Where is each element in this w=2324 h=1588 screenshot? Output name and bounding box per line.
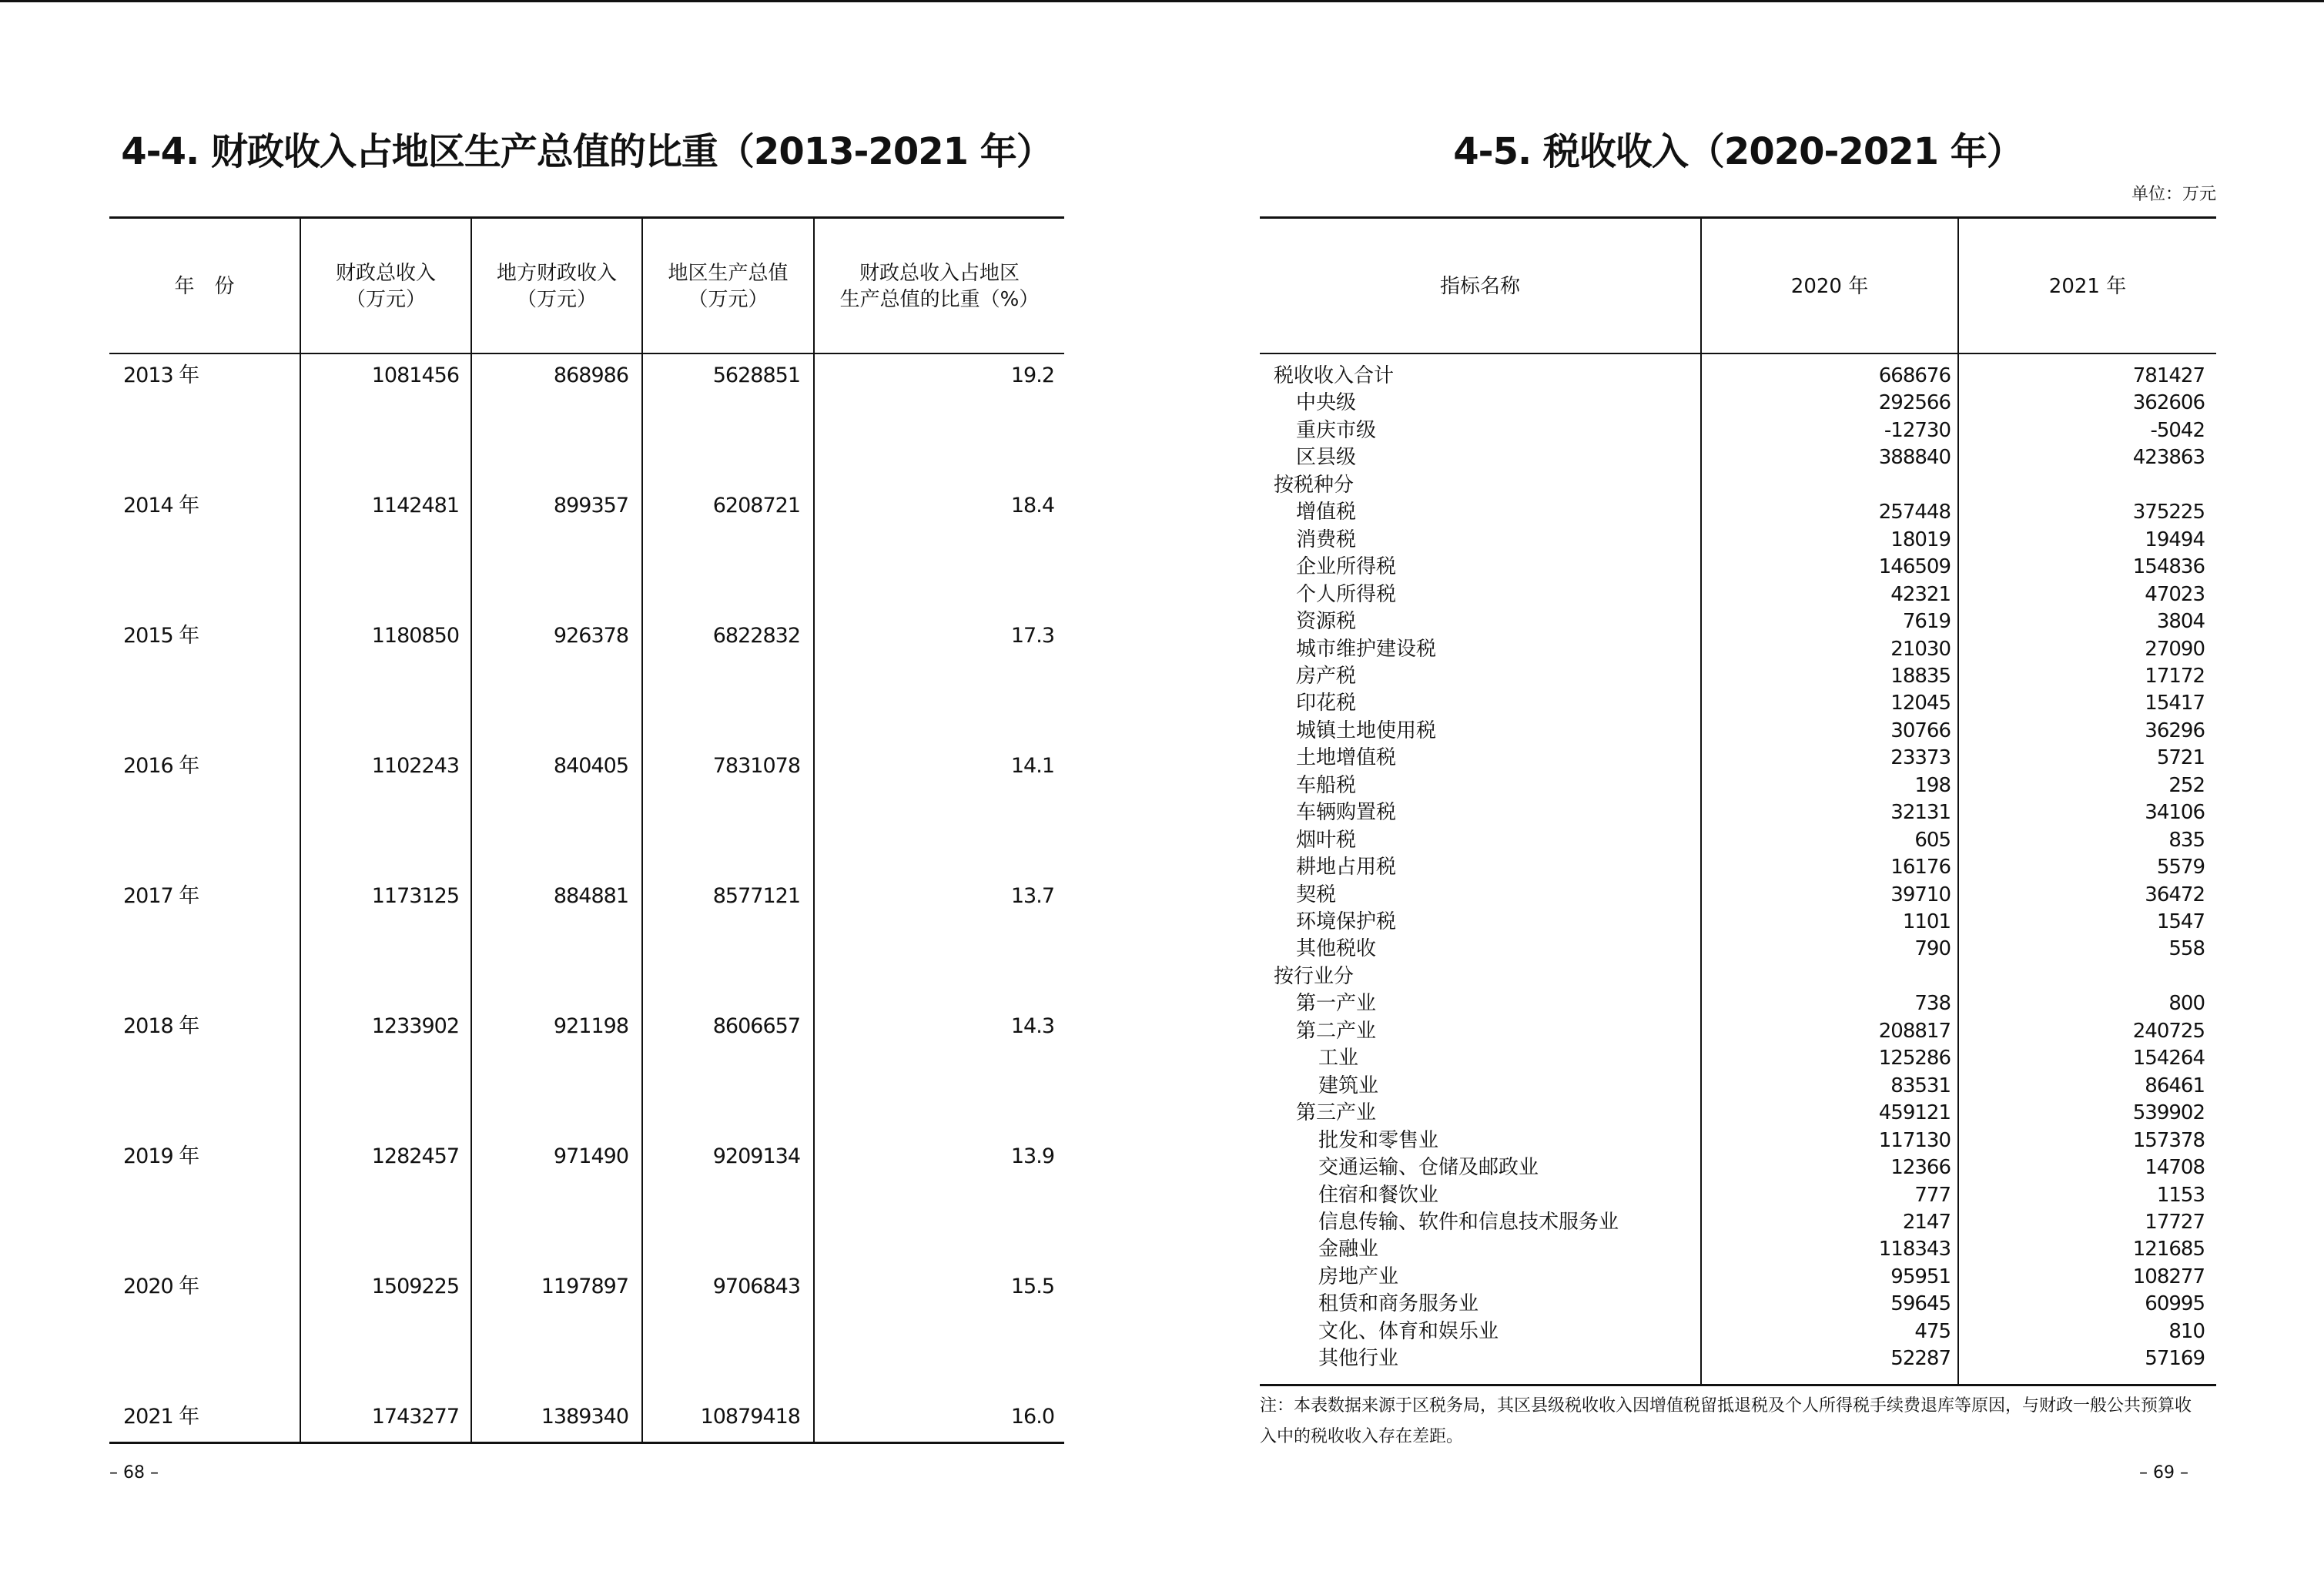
- header-gdp: 地区生产总值 （万元）: [668, 262, 789, 311]
- value-2021-cell: 34106: [2145, 801, 2205, 825]
- indicator-name-cell: 第一产业: [1296, 992, 1377, 1016]
- ratio-cell: 14.3: [1010, 1014, 1054, 1038]
- value-2020-cell: 459121: [1878, 1101, 1951, 1125]
- indicator-name-cell: 土地增值税: [1296, 746, 1397, 770]
- value-2021-cell: 5579: [2156, 856, 2205, 879]
- table-row: [1260, 909, 2216, 936]
- value-2020-cell: 208817: [1878, 1019, 1951, 1043]
- year-cell: 2013 年: [123, 363, 199, 387]
- value-2020-cell: 388840: [1878, 446, 1951, 470]
- gdp-cell: 9706843: [712, 1275, 800, 1298]
- table-row: [1260, 390, 2216, 417]
- value-2021-cell: 810: [2168, 1319, 2205, 1343]
- table-row: [109, 360, 1064, 391]
- value-2021-cell: 362606: [2132, 391, 2205, 415]
- value-2020-cell: 39710: [1890, 883, 1951, 906]
- indicator-name-cell: 其他税收: [1296, 937, 1377, 961]
- header-2020: 2020 年: [1790, 275, 1869, 298]
- table-row: [109, 881, 1064, 912]
- indicator-name-cell: 企业所得税: [1296, 555, 1397, 579]
- value-2021-cell: 57169: [2145, 1347, 2205, 1371]
- table-bottom-rule: [1260, 1384, 2216, 1386]
- indicator-name-cell: 其他行业: [1318, 1347, 1399, 1371]
- right-page-number: – 69 –: [2139, 1463, 2188, 1482]
- value-2020-cell: 32131: [1890, 801, 1951, 825]
- value-2020-cell: 21030: [1890, 637, 1951, 661]
- footnote-line: 入中的税收收入存在差距。: [1260, 1427, 1464, 1446]
- gdp-cell: 6208721: [712, 494, 800, 518]
- table-row: [109, 621, 1064, 652]
- indicator-name-cell: 重庆市级: [1296, 418, 1377, 442]
- table-row: [1260, 1154, 2216, 1182]
- fiscal-total-cell: 1102243: [371, 754, 459, 778]
- indicator-name-cell: 区县级: [1296, 446, 1357, 470]
- value-2021-cell: 47023: [2145, 582, 2205, 606]
- ratio-cell: 13.7: [1010, 884, 1054, 908]
- table-row: [109, 1271, 1064, 1302]
- value-2020-cell: 125286: [1878, 1047, 1951, 1070]
- indicator-name-cell: 房产税: [1296, 664, 1357, 688]
- ratio-cell: 18.4: [1010, 494, 1054, 518]
- indicator-name-cell: 资源税: [1296, 610, 1357, 634]
- gdp-cell: 7831078: [712, 754, 800, 778]
- value-2021-cell: 154264: [2132, 1047, 2205, 1070]
- indicator-name-cell: 环境保护税: [1296, 910, 1397, 933]
- local-revenue-cell: 926378: [553, 624, 628, 648]
- year-cell: 2018 年: [123, 1014, 199, 1038]
- ratio-cell: 16.0: [1010, 1405, 1054, 1429]
- table-top-rule: [1260, 216, 2216, 219]
- gdp-cell: 10879418: [700, 1405, 800, 1429]
- local-revenue-cell: 884881: [553, 884, 628, 908]
- footnote-line: 注：本表数据来源于区税务局，其区县级税收收入因增值税留抵退税及个人所得税手续费退库等原因，与财政一般公共预算收: [1260, 1396, 2192, 1415]
- value-2021-cell: 835: [2168, 828, 2205, 852]
- indicator-name-cell: 消费税: [1296, 528, 1357, 551]
- table-row: [1260, 1182, 2216, 1210]
- header-indicator-name: 指标名称: [1439, 275, 1520, 298]
- table-bottom-rule: [109, 1442, 1064, 1444]
- column-divider: [470, 218, 472, 1442]
- gdp-cell: 8606657: [712, 1014, 800, 1038]
- fiscal-total-cell: 1282457: [371, 1144, 459, 1168]
- indicator-name-cell: 车辆购置税: [1296, 801, 1397, 825]
- indicator-name-cell: 按税种分: [1274, 473, 1355, 497]
- gdp-cell: 6822832: [712, 624, 800, 648]
- value-2020-cell: 605: [1914, 828, 1951, 852]
- table-top-rule: [109, 216, 1064, 219]
- fiscal-total-cell: 1509225: [371, 1275, 459, 1298]
- indicator-name-cell: 印花税: [1296, 692, 1357, 715]
- value-2020-cell: 95951: [1890, 1265, 1951, 1288]
- table-row: [1260, 472, 2216, 500]
- value-2020-cell: 292566: [1878, 391, 1951, 415]
- table-row: [1260, 1264, 2216, 1292]
- value-2020-cell: -12730: [1884, 418, 1951, 442]
- value-2021-cell: 781427: [2132, 364, 2205, 387]
- value-2020-cell: 12366: [1890, 1156, 1951, 1180]
- value-2020-cell: 198: [1914, 773, 1951, 797]
- left-page: [109, 0, 1064, 1588]
- table-row: [1260, 1100, 2216, 1127]
- year-cell: 2020 年: [123, 1275, 199, 1298]
- value-2020-cell: 12045: [1890, 692, 1951, 715]
- header-bottom-rule: [1260, 353, 2216, 354]
- indicator-name-cell: 建筑业: [1318, 1074, 1379, 1097]
- table-row: [1260, 581, 2216, 609]
- value-2021-cell: 86461: [2145, 1074, 2205, 1097]
- value-2020-cell: 16176: [1890, 856, 1951, 879]
- indicator-name-cell: 城镇土地使用税: [1296, 719, 1437, 742]
- indicator-name-cell: 按行业分: [1274, 964, 1355, 988]
- indicator-name-cell: 工业: [1318, 1047, 1359, 1070]
- local-revenue-cell: 1389340: [541, 1405, 628, 1429]
- value-2020-cell: 668676: [1878, 364, 1951, 387]
- table-row: [1260, 444, 2216, 472]
- ratio-cell: 19.2: [1010, 363, 1054, 387]
- value-2021-cell: 800: [2168, 992, 2205, 1016]
- year-cell: 2021 年: [123, 1405, 199, 1429]
- table-row: [1260, 1045, 2216, 1073]
- year-cell: 2015 年: [123, 624, 199, 648]
- indicator-name-cell: 税收收入合计: [1274, 364, 1395, 387]
- value-2020-cell: 42321: [1890, 582, 1951, 606]
- indicator-name-cell: 个人所得税: [1296, 582, 1397, 606]
- indicator-name-cell: 增值税: [1296, 501, 1357, 524]
- header-revenue-gdp-ratio: 财政总收入占地区 生产总值的比重（%）: [839, 262, 1040, 311]
- value-2021-cell: 558: [2168, 937, 2205, 961]
- local-revenue-cell: 840405: [553, 754, 628, 778]
- table-row: [1260, 527, 2216, 554]
- value-2020-cell: 117130: [1878, 1128, 1951, 1152]
- fiscal-total-cell: 1173125: [371, 884, 459, 908]
- table-row: [109, 751, 1064, 782]
- local-revenue-cell: 1197897: [541, 1275, 628, 1298]
- value-2021-cell: 108277: [2132, 1265, 2205, 1288]
- value-2021-cell: 36296: [2145, 719, 2205, 742]
- gdp-cell: 9209134: [712, 1144, 800, 1168]
- indicator-name-cell: 车船税: [1296, 773, 1357, 797]
- year-cell: 2014 年: [123, 494, 199, 518]
- table-row: [1260, 1345, 2216, 1373]
- table-row: [1260, 1073, 2216, 1101]
- value-2020-cell: 777: [1914, 1183, 1951, 1207]
- value-2020-cell: 7619: [1902, 610, 1951, 634]
- table-row: [1260, 417, 2216, 445]
- value-2020-cell: 475: [1914, 1319, 1951, 1343]
- table-row: [1260, 718, 2216, 745]
- value-2020-cell: 18019: [1890, 528, 1951, 551]
- left-page-number: – 68 –: [109, 1463, 159, 1482]
- indicator-name-cell: 中央级: [1296, 391, 1357, 415]
- value-2020-cell: 257448: [1878, 501, 1951, 524]
- local-revenue-cell: 899357: [553, 494, 628, 518]
- value-2021-cell: 423863: [2132, 446, 2205, 470]
- value-2020-cell: 790: [1914, 937, 1951, 961]
- fiscal-total-cell: 1233902: [371, 1014, 459, 1038]
- value-2021-cell: 240725: [2132, 1019, 2205, 1043]
- table-row: [1260, 936, 2216, 963]
- value-2021-cell: 14708: [2145, 1156, 2205, 1180]
- table-row: [1260, 1291, 2216, 1318]
- indicator-name-cell: 契税: [1296, 883, 1337, 906]
- table-row: [1260, 745, 2216, 772]
- header-fiscal-total-revenue: 财政总收入 （万元）: [335, 262, 436, 311]
- table-row: [1260, 990, 2216, 1018]
- value-2020-cell: 1101: [1902, 910, 1951, 933]
- value-2020-cell: 18835: [1890, 664, 1951, 688]
- value-2021-cell: 1547: [2156, 910, 2205, 933]
- local-revenue-cell: 971490: [553, 1144, 628, 1168]
- value-2020-cell: 52287: [1890, 1347, 1951, 1371]
- table-row: [1260, 363, 2216, 390]
- header-2021: 2021 年: [2048, 275, 2127, 298]
- year-cell: 2019 年: [123, 1144, 199, 1168]
- value-2021-cell: 17727: [2145, 1210, 2205, 1234]
- value-2020-cell: 59645: [1890, 1292, 1951, 1316]
- table-footnote: [1260, 1391, 2216, 1452]
- year-cell: 2016 年: [123, 754, 199, 778]
- table-row: [1260, 554, 2216, 581]
- value-2021-cell: 60995: [2145, 1292, 2205, 1316]
- table-row: [109, 491, 1064, 521]
- indicator-name-cell: 批发和零售业: [1318, 1128, 1439, 1152]
- table-row: [1260, 882, 2216, 910]
- value-2021-cell: 539902: [2132, 1101, 2205, 1125]
- indicator-name-cell: 第二产业: [1296, 1019, 1377, 1043]
- table-row: [1260, 1318, 2216, 1346]
- table-row: [1260, 854, 2216, 882]
- indicator-name-cell: 租赁和商务服务业: [1318, 1292, 1479, 1316]
- table-row: [1260, 827, 2216, 855]
- right-page: [1260, 0, 2216, 1588]
- table-row: [1260, 1209, 2216, 1237]
- value-2021-cell: 27090: [2145, 637, 2205, 661]
- value-2021-cell: 36472: [2145, 883, 2205, 906]
- table-row: [1260, 608, 2216, 636]
- table-row: [109, 1402, 1064, 1432]
- table-row: [1260, 772, 2216, 800]
- table-row: [1260, 799, 2216, 827]
- table-row: [1260, 690, 2216, 718]
- indicator-name-cell: 第三产业: [1296, 1101, 1377, 1125]
- header-year: 年 份: [174, 275, 235, 298]
- left-table-title: 4-4. 财政收入占地区生产总值的比重（2013-2021 年）: [121, 130, 1053, 173]
- indicator-name-cell: 交通运输、仓储及邮政业: [1318, 1156, 1539, 1180]
- right-table-title: 4-5. 税收收入（2020-2021 年）: [1453, 130, 2023, 173]
- gdp-cell: 8577121: [712, 884, 800, 908]
- ratio-cell: 13.9: [1010, 1144, 1054, 1168]
- indicator-name-cell: 城市维护建设税: [1296, 637, 1437, 661]
- value-2020-cell: 30766: [1890, 719, 1951, 742]
- fiscal-total-cell: 1081456: [371, 363, 459, 387]
- indicator-name-cell: 烟叶税: [1296, 828, 1357, 852]
- fiscal-total-cell: 1180850: [371, 624, 459, 648]
- value-2021-cell: 252: [2168, 773, 2205, 797]
- unit-label: 单位：万元: [2131, 185, 2216, 204]
- value-2021-cell: 15417: [2145, 692, 2205, 715]
- value-2021-cell: 3804: [2156, 610, 2205, 634]
- value-2021-cell: 5721: [2156, 746, 2205, 770]
- indicator-name-cell: 耕地占用税: [1296, 856, 1397, 879]
- header-bottom-rule: [109, 353, 1064, 354]
- table-row: [1260, 1018, 2216, 1046]
- value-2021-cell: 1153: [2156, 1183, 2205, 1207]
- year-cell: 2017 年: [123, 884, 199, 908]
- table-row: [109, 1141, 1064, 1172]
- table-row: [1260, 663, 2216, 691]
- value-2020-cell: 23373: [1890, 746, 1951, 770]
- value-2021-cell: 157378: [2132, 1128, 2205, 1152]
- local-revenue-cell: 868986: [553, 363, 628, 387]
- value-2021-cell: 375225: [2132, 501, 2205, 524]
- value-2021-cell: 154836: [2132, 555, 2205, 579]
- value-2020-cell: 83531: [1890, 1074, 1951, 1097]
- indicator-name-cell: 房地产业: [1318, 1265, 1399, 1288]
- header-local-fiscal-revenue: 地方财政收入 （万元）: [496, 262, 617, 311]
- column-divider: [813, 218, 815, 1442]
- column-divider: [641, 218, 643, 1442]
- value-2021-cell: 121685: [2132, 1238, 2205, 1261]
- indicator-name-cell: 金融业: [1318, 1238, 1379, 1261]
- fiscal-total-cell: 1743277: [371, 1405, 459, 1429]
- indicator-name-cell: 文化、体育和娱乐业: [1318, 1319, 1499, 1343]
- table-row: [109, 1011, 1064, 1042]
- local-revenue-cell: 921198: [553, 1014, 628, 1038]
- fiscal-total-cell: 1142481: [371, 494, 459, 518]
- value-2020-cell: 738: [1914, 992, 1951, 1016]
- value-2021-cell: 17172: [2145, 664, 2205, 688]
- table-row: [1260, 1127, 2216, 1155]
- value-2020-cell: 146509: [1878, 555, 1951, 579]
- gdp-cell: 5628851: [712, 363, 800, 387]
- table-row: [1260, 963, 2216, 991]
- indicator-name-cell: 信息传输、软件和信息技术服务业: [1318, 1210, 1619, 1234]
- ratio-cell: 14.1: [1010, 754, 1054, 778]
- table-row: [1260, 1236, 2216, 1264]
- value-2021-cell: 19494: [2145, 528, 2205, 551]
- value-2020-cell: 118343: [1878, 1238, 1951, 1261]
- column-divider: [300, 218, 301, 1442]
- value-2020-cell: 2147: [1902, 1210, 1951, 1234]
- indicator-name-cell: 住宿和餐饮业: [1318, 1183, 1439, 1207]
- table-row: [1260, 499, 2216, 527]
- ratio-cell: 17.3: [1010, 624, 1054, 648]
- table-row: [1260, 636, 2216, 664]
- value-2021-cell: -5042: [2150, 418, 2205, 442]
- ratio-cell: 15.5: [1010, 1275, 1054, 1298]
